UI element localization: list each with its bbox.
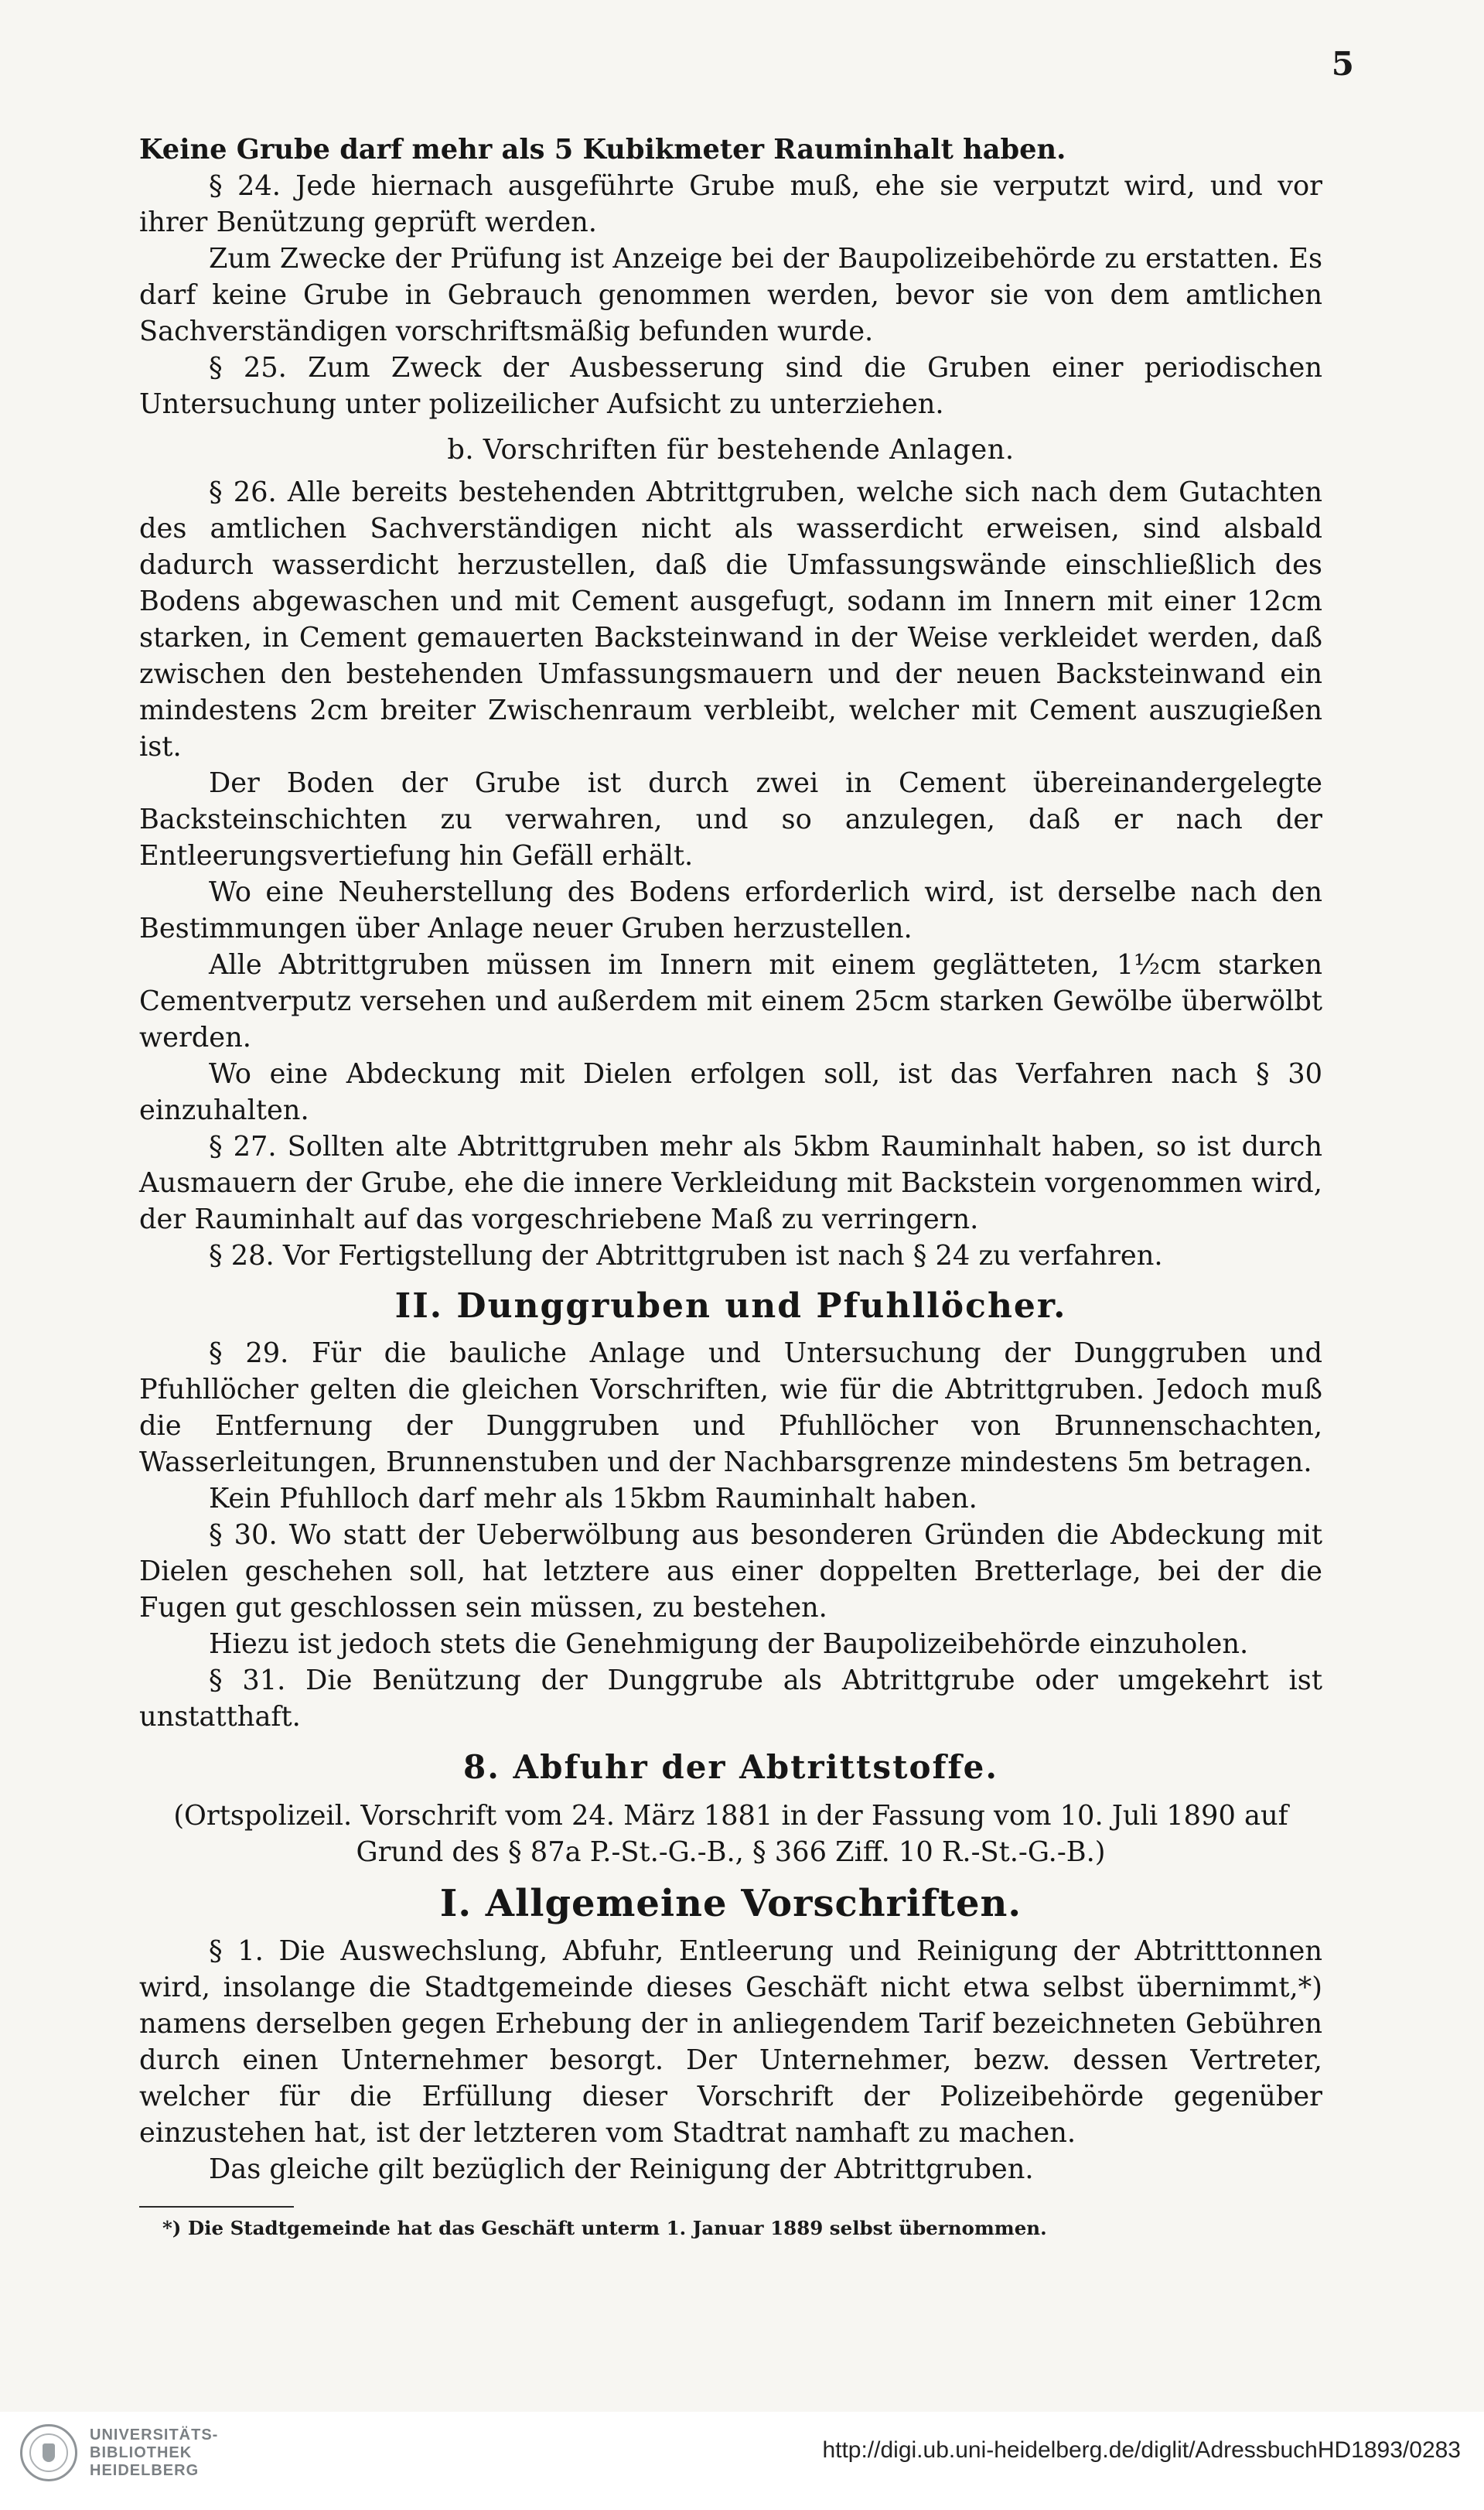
- paragraph: § 27. Sollten alte Abtrittgruben mehr als 5kbm Rauminhalt haben, so ist durch Ausmauern der Grube, ehe die innere Verkleidung mit Backstein vorgenommen wird, der Rauminhalt auf das vorgeschriebene Maß zu verringern.: [139, 1131, 1322, 1235]
- paragraph: Das gleiche gilt bezüglich der Reinigung der Abtrittgruben.: [209, 2153, 1034, 2185]
- library-name-line: HEIDELBERG: [90, 2461, 200, 2479]
- footer-bar: [0, 2412, 1484, 2510]
- paragraph: § 30. Wo statt der Ueberwölbung aus besonderen Gründen die Abdeckung mit Dielen geschehen soll, hat letztere aus einer doppelten Bretterlage, bei der die Fugen gut geschlossen sein müssen, zu bestehen.: [139, 1519, 1322, 1624]
- source-note: (Ortspolizeil. Vorschrift vom 24. März 1881 in der Fassung vom 10. Juli 1890 auf Grund des § 87a P.-St.-G.-B., § 366 Ziff. 10 R.-St.-G.-B.): [173, 1800, 1288, 1868]
- paragraph: Zum Zwecke der Prüfung ist Anzeige bei der Baupolizeibehörde zu erstatten. Es darf keine Grube in Gebrauch genommen werden, bevor sie von dem amtlichen Sachverständigen vorschriftsmäßig befunden wurde.: [139, 243, 1322, 347]
- paragraph: Wo eine Abdeckung mit Dielen erfolgen soll, ist das Verfahren nach § 30 einzuhalten.: [139, 1058, 1322, 1126]
- footnote: *) Die Stadtgemeinde hat das Geschäft unterm 1. Januar 1889 selbst übernommen.: [162, 2217, 1047, 2239]
- paragraph: Alle Abtrittgruben müssen im Innern mit einem geglätteten, 1½cm starken Cementverputz versehen und außerdem mit einem 25cm starken Gewölbe überwölbt werden.: [139, 949, 1322, 1054]
- paragraph: § 29. Für die bauliche Anlage und Untersuchung der Dunggruben und Pfuhllöcher gelten die gleichen Vorschriften, wie für die Abtrittgruben. Jedoch muß die Entfernung der Dunggruben und Pfuhllöcher von Brunnenschachten, Wasserleitungen, Brunnenstuben und der Nachbarsgrenze mindestens 5m betragen.: [139, 1337, 1322, 1478]
- paragraph: § 26. Alle bereits bestehenden Abtrittgruben, welche sich nach dem Gutachten des amtlichen Sachverständigen nicht als wasserdicht erweisen, sind alsbald dadurch wasserdicht herzustellen, daß die Umfassungswände einschließlich des Bodens abgewaschen und mit Cement ausgefugt, sodann im Innern mit einer 12cm starken, in Cement gemauerten Backsteinwand in der Weise verkleidet werden, daß zwischen den bestehenden Umfassungsmauern und der neuen Backsteinwand ein mindestens 2cm breiter Zwischenraum verbleibt, welcher mit Cement auszugießen ist.: [139, 476, 1322, 763]
- paragraph: Wo eine Neuherstellung des Bodens erforderlich wird, ist derselbe nach den Bestimmungen über Anlage neuer Gruben herzustellen.: [139, 876, 1322, 944]
- library-name-line: UNIVERSITÄTS-: [90, 2426, 219, 2443]
- paragraph: Kein Pfuhlloch darf mehr als 15kbm Rauminhalt haben.: [209, 1483, 977, 1515]
- paragraph: § 24. Jede hiernach ausgeführte Grube muß, ehe sie verputzt wird, und vor ihrer Benützung geprüft werden.: [139, 170, 1322, 238]
- paragraph: § 25. Zum Zweck der Ausbesserung sind die Gruben einer periodischen Untersuchung unter polizeilicher Aufsicht zu unterziehen.: [139, 352, 1322, 420]
- library-logo[interactable]: [20, 2424, 218, 2481]
- paragraph: § 28. Vor Fertigstellung der Abtrittgruben ist nach § 24 zu verfahren.: [209, 1240, 1163, 1272]
- paragraph: § 31. Die Benützung der Dunggrube als Abtrittgrube oder umgekehrt ist unstatthaft.: [139, 1665, 1322, 1733]
- document-body: [139, 131, 1322, 2187]
- university-seal-icon: [20, 2424, 77, 2481]
- footnote-rule: [139, 2206, 294, 2208]
- library-name: [90, 2426, 218, 2480]
- part-heading: I. Allgemeine Vorschriften.: [439, 1882, 1022, 1925]
- section-heading: II. Dunggruben und Pfuhllöcher.: [394, 1286, 1067, 1326]
- library-name-line: BIBLIOTHEK: [90, 2443, 193, 2461]
- page-number: 5: [1331, 45, 1354, 83]
- chapter-heading: 8. Abfuhr der Abtrittstoffe.: [463, 1748, 998, 1786]
- paragraph: Keine Grube darf mehr als 5 Kubikmeter Rauminhalt haben.: [139, 134, 1066, 166]
- paragraph: Der Boden der Grube ist durch zwei in Cement übereinandergelegte Backsteinschichten zu verwahren, und so anzulegen, daß er nach der Entleerungsvertiefung hin Gefäll erhält.: [139, 767, 1322, 872]
- paragraph: § 1. Die Auswechslung, Abfuhr, Entleerung und Reinigung der Abtritttonnen wird, insolange die Stadtgemeinde dieses Geschäft nicht etwa selbst übernimmt,*) namens derselben gegen Erhebung der in anliegendem Tarif bezeichneten Gebühren durch einen Unternehmer besorgt. Der Unternehmer, bezw. dessen Vertreter, welcher für die Erfüllung dieser Vorschrift der Polizeibehörde gegenüber einzustehen hat, ist der letzteren vom Stadtrat namhaft zu machen.: [139, 1935, 1322, 2149]
- subsection-heading: b. Vorschriften für bestehende Anlagen.: [447, 434, 1015, 466]
- paragraph: Hiezu ist jedoch stets die Genehmigung der Baupolizeibehörde einzuholen.: [209, 1628, 1249, 1660]
- permalink-url[interactable]: http://digi.ub.uni-heidelberg.de/diglit/AdressbuchHD1893/0283: [822, 2437, 1461, 2463]
